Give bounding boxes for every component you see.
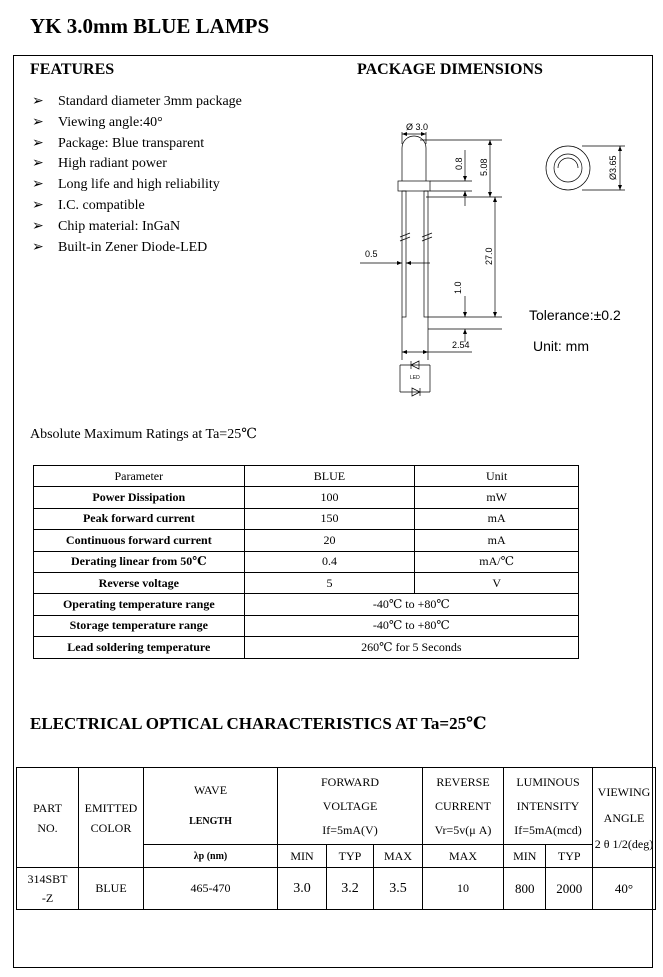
table-row: Continuous forward current 20 mA (34, 530, 579, 551)
led-top-view-outer (546, 146, 590, 190)
column-subheader: TYP (546, 845, 593, 868)
list-item: ➢ Built-in Zener Diode-LED (32, 238, 242, 259)
column-subheader: MAX (374, 845, 423, 868)
column-header: Parameter (34, 466, 245, 487)
led-lead-right (424, 191, 428, 317)
column-header: FORWARD VOLTAGE If=5mA(V) (278, 768, 423, 845)
arrow-bullet-icon: ➢ (32, 177, 44, 193)
list-item: ➢ Standard diameter 3mm package (32, 92, 242, 113)
lead-break-marks (400, 233, 432, 241)
pitch-dim-line (402, 317, 472, 360)
features-heading: FEATURES (30, 61, 115, 78)
table-header-row (34, 466, 579, 487)
lens-diameter-label: Ø 3.0 (406, 122, 429, 132)
table-row: Power Dissipation 100 mW (34, 487, 579, 508)
table-header-row (17, 768, 656, 845)
features-list (32, 92, 242, 258)
tolerance-note: Tolerance:±0.2 (529, 307, 621, 323)
column-header: VIEWING ANGLE 2 θ 1/2(deg) (593, 768, 656, 868)
package-heading: PACKAGE DIMENSIONS (357, 61, 543, 78)
led-lead-left (402, 191, 406, 317)
table-row: Reverse voltage 5 V (34, 572, 579, 593)
body-height-label: 5.08 (479, 158, 489, 176)
column-subheader: MIN (278, 845, 327, 868)
column-header: WAVE LENGTH (144, 768, 278, 845)
flange-diameter-label: Ø3.65 (608, 155, 618, 180)
lead-gap-label: 1.0 (453, 281, 463, 294)
led-flange (398, 181, 430, 191)
arrow-bullet-icon: ➢ (32, 218, 44, 234)
top-view-dim-line (582, 146, 625, 190)
table-row: Storage temperature range -40℃ to +80℃ (34, 615, 579, 636)
arrow-bullet-icon: ➢ (32, 197, 44, 213)
column-header: Unit (415, 466, 579, 487)
table-row: 314SBT -Z BLUE 465-470 3.0 3.2 3.5 10 800 2000 40° (17, 868, 656, 910)
column-header: EMITTED COLOR (79, 768, 144, 868)
list-item: ➢ Viewing angle:40° (32, 113, 242, 134)
unit-note: Unit: mm (533, 338, 589, 354)
column-subheader: MAX (423, 845, 504, 868)
eoc-heading: ELECTRICAL OPTICAL CHARACTERISTICS AT Ta=25℃ (30, 714, 487, 733)
flange-label: 0.8 (454, 157, 464, 170)
arrow-bullet-icon: ➢ (32, 94, 44, 109)
eoc-table (16, 767, 656, 910)
arrow-bullet-icon: ➢ (32, 239, 44, 255)
list-item: ➢ Long life and high reliability (32, 175, 242, 196)
list-item: ➢ High radiant power (32, 154, 242, 175)
amr-heading: Absolute Maximum Ratings at Ta=25℃ (30, 427, 257, 442)
lead-length-label: 27.0 (484, 247, 494, 265)
table-row: Derating linear from 50℃ 0.4 mA/℃ (34, 551, 579, 572)
list-item: ➢ Package: Blue transparent (32, 134, 242, 155)
lead-width-label: 0.5 (365, 249, 378, 259)
lead-pitch-label: 2.54 (452, 340, 470, 350)
column-subheader: TYP (327, 845, 374, 868)
table-row: Lead soldering temperature 260℃ for 5 Seconds (34, 637, 579, 658)
arrow-bullet-icon: ➢ (32, 156, 44, 172)
led-lens-outline (402, 136, 426, 181)
amr-table (33, 465, 579, 659)
led-schematic-label: LED (410, 375, 420, 381)
arrow-bullet-icon: ➢ (32, 114, 44, 130)
page-title: YK 3.0mm BLUE LAMPS (30, 14, 270, 38)
column-header: REVERSE CURRENT Vr=5v(μ A) (423, 768, 504, 845)
table-row: Operating temperature range -40℃ to +80℃ (34, 594, 579, 615)
column-header: PART NO. (17, 768, 79, 868)
column-header: LUMINOUS INTENSITY If=5mA(mcd) (504, 768, 593, 845)
column-header: BLUE (244, 466, 415, 487)
led-top-view-arc (558, 158, 578, 168)
table-row: Peak forward current 150 mA (34, 508, 579, 529)
list-item: ➢ Chip material: InGaN (32, 217, 242, 238)
package-drawing (340, 110, 640, 400)
column-subheader: λp (nm) (144, 845, 278, 868)
column-subheader: MIN (504, 845, 546, 868)
list-item: ➢ I.C. compatible (32, 196, 242, 217)
arrow-bullet-icon: ➢ (32, 135, 44, 151)
